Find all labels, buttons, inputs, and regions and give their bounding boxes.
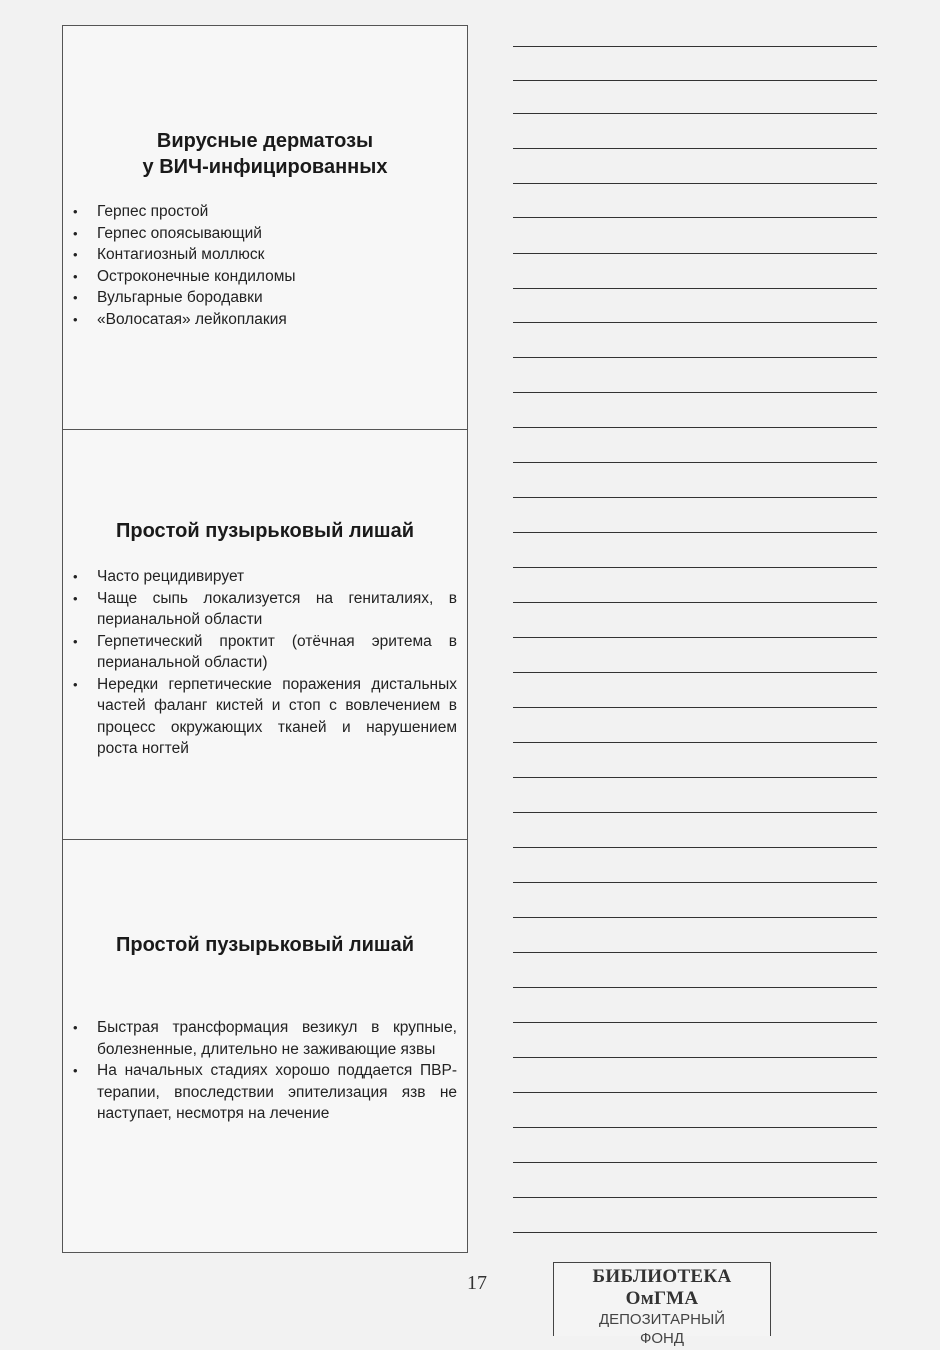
slide-3-title-line1: Простой пузырьковый лишай: [115, 934, 415, 956]
slide-1: [63, 26, 467, 429]
note-line: [513, 1197, 877, 1198]
note-line: [513, 567, 877, 568]
note-line: [513, 812, 877, 813]
note-line: [513, 46, 877, 47]
slide-1-bullet-list: [71, 201, 457, 330]
page-number: 17: [467, 1272, 487, 1294]
note-line: [513, 882, 877, 883]
slide-2-bullet-list: [71, 566, 457, 760]
library-stamp: [553, 1262, 771, 1347]
note-line: [513, 148, 877, 149]
note-line: [513, 672, 877, 673]
slide-2: [63, 429, 467, 839]
list-item: • Быстрая трансформация везикул в крупные, болезненные, длительно не заживающие язвы: [71, 1017, 457, 1060]
list-item: • Часто рецидивирует: [71, 566, 457, 588]
stamp-line-2: ДЕПОЗИТАРНЫЙ: [598, 1311, 726, 1328]
slides-column: [62, 25, 468, 1253]
slide-1-title: [73, 128, 457, 180]
note-line: [513, 253, 877, 254]
note-line: [513, 1057, 877, 1058]
slide-3: [63, 839, 467, 1252]
note-line: [513, 987, 877, 988]
note-line: [513, 183, 877, 184]
note-line: [513, 1162, 877, 1163]
slide-1-title-line2: у ВИЧ-инфицированных: [142, 156, 388, 178]
note-line: [513, 1232, 877, 1233]
slide-2-title: [73, 518, 457, 544]
note-line: [513, 847, 877, 848]
note-line: [513, 113, 877, 114]
note-line: [513, 532, 877, 533]
stamp-line-1: БИБЛИОТЕКА ОмГМА: [592, 1266, 732, 1309]
stamp-line-3: ФОНД: [639, 1330, 685, 1347]
note-line: [513, 1022, 877, 1023]
list-item: • Остроконечные кондиломы: [71, 266, 457, 288]
list-item: • «Волосатая» лейкоплакия: [71, 309, 457, 331]
slide-3-title: [73, 932, 457, 958]
note-line: [513, 322, 877, 323]
note-line: [513, 288, 877, 289]
note-line: [513, 1127, 877, 1128]
list-item: • Герпес опоясывающий: [71, 223, 457, 245]
list-item: • Герпес простой: [71, 201, 457, 223]
note-line: [513, 917, 877, 918]
note-line: [513, 1092, 877, 1093]
note-line: [513, 707, 877, 708]
slide-1-title-line1: Вирусные дерматозы: [156, 130, 374, 152]
note-line: [513, 462, 877, 463]
note-line: [513, 637, 877, 638]
note-line: [513, 777, 877, 778]
note-line: [513, 497, 877, 498]
list-item: • Чаще сыпь локализуется на гениталиях, в перианальной области: [71, 588, 457, 631]
notes-lines: [513, 0, 877, 1350]
note-line: [513, 217, 877, 218]
note-line: [513, 427, 877, 428]
slide-3-bullet-list: [71, 1017, 457, 1125]
slide-2-title-line1: Простой пузырьковый лишай: [115, 520, 415, 542]
list-item: • Вульгарные бородавки: [71, 287, 457, 309]
note-line: [513, 602, 877, 603]
note-line: [513, 80, 877, 81]
list-item: • Контагиозный моллюск: [71, 244, 457, 266]
list-item: • Герпетический проктит (отёчная эритема в перианальной области): [71, 631, 457, 674]
note-line: [513, 952, 877, 953]
list-item: • Нередки герпетические поражения дистальных частей фаланг кистей и стоп с вовлечением в процесс окружающих тканей и нарушением роста ногтей: [71, 674, 457, 760]
list-item: • На начальных стадиях хорошо поддается ПВР-терапии, впоследствии эпителизация язв не наступает, несмотря на лечение: [71, 1060, 457, 1125]
note-line: [513, 357, 877, 358]
note-line: [513, 742, 877, 743]
note-line: [513, 392, 877, 393]
